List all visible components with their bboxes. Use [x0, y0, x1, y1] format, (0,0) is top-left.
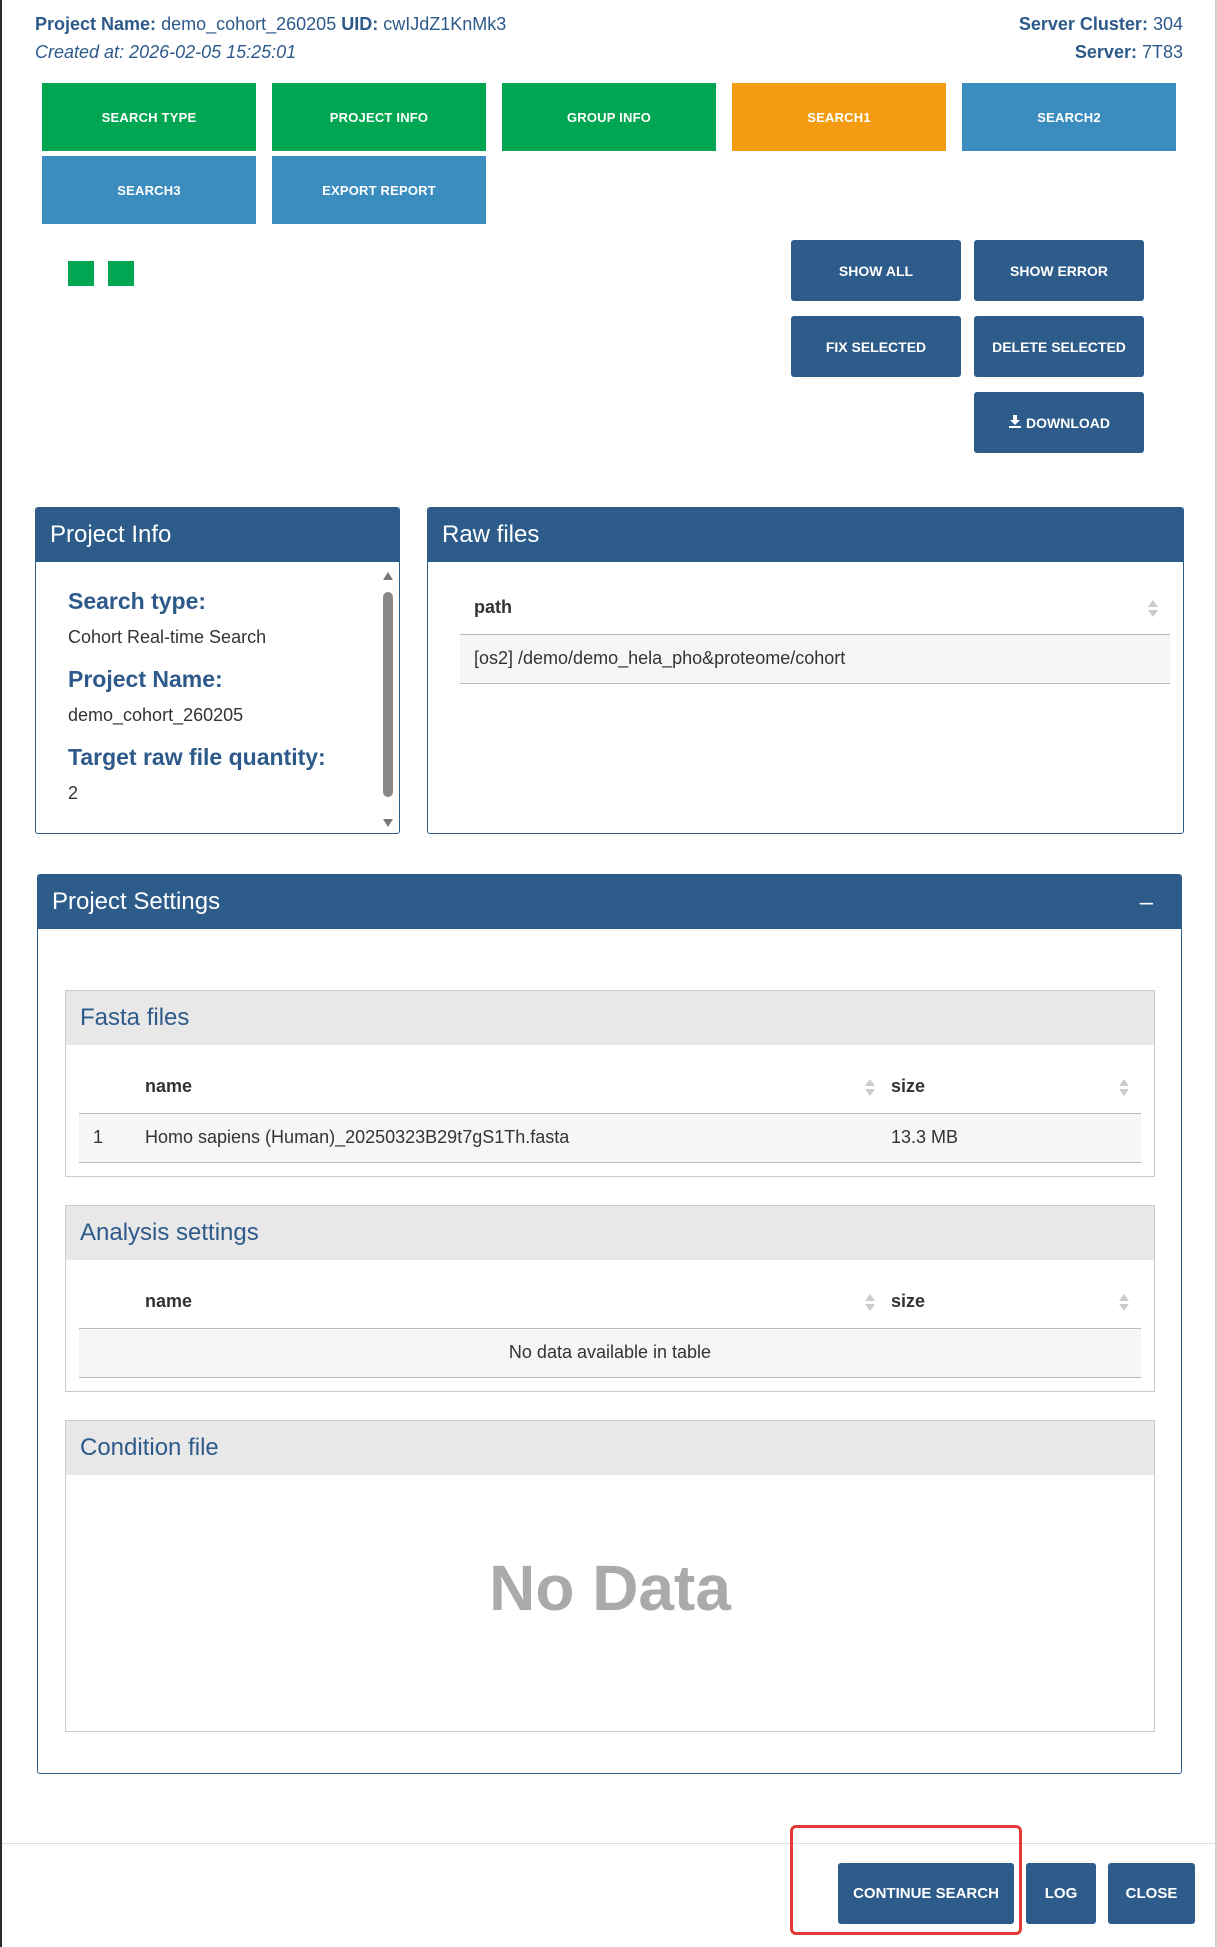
log-button[interactable]: LOG	[1026, 1863, 1096, 1924]
column-header-size[interactable]	[887, 1061, 1141, 1113]
show-all-button[interactable]: SHOW ALL	[791, 240, 961, 301]
column-header-path[interactable]	[460, 582, 1170, 634]
condition-file-title: Condition file	[66, 1421, 1154, 1475]
project-info-scrollbar[interactable]	[381, 572, 395, 827]
target-quantity-value: 2	[68, 783, 79, 803]
table-row	[79, 1328, 1141, 1377]
status-indicator	[108, 261, 134, 286]
download-label: DOWNLOAD	[1026, 414, 1110, 431]
footer-divider	[2, 1843, 1215, 1844]
project-settings-title	[38, 875, 1181, 929]
column-header-name[interactable]	[145, 1276, 887, 1328]
project-settings-label: Project Settings	[52, 888, 221, 915]
download-button[interactable]	[974, 392, 1144, 453]
sort-icon[interactable]	[865, 1294, 875, 1312]
uid-label: UID:	[341, 14, 379, 34]
analysis-settings-table	[79, 1276, 1141, 1378]
row-index: 1	[79, 1113, 145, 1162]
raw-files-table	[460, 582, 1170, 684]
column-header-index	[79, 1276, 145, 1328]
tab-project-info[interactable]: PROJECT INFO	[272, 83, 486, 151]
tab-search2[interactable]: SEARCH2	[962, 83, 1176, 151]
project-settings-panel	[37, 874, 1182, 1774]
column-header-name[interactable]	[145, 1061, 887, 1113]
column-header-label: path	[474, 597, 512, 618]
uid-value: cwIJdZ1KnMk3	[383, 14, 507, 34]
column-header-label: size	[891, 1076, 926, 1097]
server-header	[1019, 10, 1183, 66]
tab-search3[interactable]: SEARCH3	[42, 156, 256, 224]
empty-table-message: No data available in table	[79, 1328, 1141, 1377]
tab-search1[interactable]: SEARCH1	[732, 83, 946, 151]
fasta-files-table	[79, 1061, 1141, 1163]
download-icon	[1008, 414, 1022, 431]
created-at: Created at: 2026-02-05 15:25:01	[35, 42, 297, 62]
project-header	[35, 10, 506, 66]
raw-file-path: [os2] /demo/demo_hela_pho&proteome/cohort	[460, 634, 1170, 683]
scroll-thumb[interactable]	[383, 592, 393, 797]
tab-group-info[interactable]: GROUP INFO	[502, 83, 716, 151]
project-info-title: Project Info	[36, 508, 399, 562]
sort-icon[interactable]	[865, 1079, 875, 1097]
raw-files-title: Raw files	[428, 508, 1183, 562]
table-row[interactable]	[460, 634, 1170, 683]
column-header-index	[79, 1061, 145, 1113]
condition-file-section	[65, 1420, 1155, 1732]
project-name-value: demo_cohort_260205	[68, 705, 244, 725]
no-data-message: No Data	[489, 1552, 731, 1624]
column-header-label: size	[891, 1291, 926, 1312]
search-type-label: Search type:	[68, 588, 207, 614]
project-info-body[interactable]	[36, 562, 399, 833]
fasta-name: Homo sapiens (Human)_20250323B29t7gS1Th.fasta	[145, 1113, 887, 1162]
analysis-settings-title: Analysis settings	[66, 1206, 1154, 1260]
raw-files-panel	[427, 507, 1184, 834]
fasta-files-title: Fasta files	[66, 991, 1154, 1045]
column-header-label: name	[145, 1076, 193, 1097]
tab-search-type[interactable]: SEARCH TYPE	[42, 83, 256, 151]
column-header-size[interactable]	[887, 1276, 1141, 1328]
analysis-settings-section	[65, 1205, 1155, 1392]
show-error-button[interactable]: SHOW ERROR	[974, 240, 1144, 301]
collapse-button[interactable]: –	[1139, 889, 1153, 916]
column-header-label: name	[145, 1291, 193, 1312]
continue-search-button[interactable]: CONTINUE SEARCH	[838, 1863, 1014, 1924]
project-name-label: Project Name:	[68, 666, 223, 692]
project-name-value: demo_cohort_260205	[161, 14, 337, 34]
fasta-files-section	[65, 990, 1155, 1177]
sort-icon[interactable]	[1119, 1079, 1129, 1097]
project-info-panel	[35, 507, 400, 834]
server-value: 7T83	[1141, 42, 1183, 62]
server-label: Server:	[1074, 42, 1137, 62]
delete-selected-button[interactable]: DELETE SELECTED	[974, 316, 1144, 377]
status-indicator	[68, 261, 94, 286]
fasta-size: 13.3 MB	[887, 1113, 1141, 1162]
sort-icon[interactable]	[1148, 600, 1158, 618]
close-button[interactable]: CLOSE	[1108, 1863, 1195, 1924]
server-cluster-value: 304	[1152, 14, 1183, 34]
scroll-up-icon[interactable]	[383, 572, 393, 580]
fix-selected-button[interactable]: FIX SELECTED	[791, 316, 961, 377]
scroll-down-icon[interactable]	[383, 819, 393, 827]
server-cluster-label: Server Cluster:	[1018, 14, 1148, 34]
project-name-label: Project Name:	[35, 14, 157, 34]
target-quantity-label: Target raw file quantity:	[68, 744, 326, 770]
sort-icon[interactable]	[1119, 1294, 1129, 1312]
search-type-value: Cohort Real-time Search	[68, 627, 267, 647]
table-row[interactable]	[79, 1113, 1141, 1162]
tab-export-report[interactable]: EXPORT REPORT	[272, 156, 486, 224]
